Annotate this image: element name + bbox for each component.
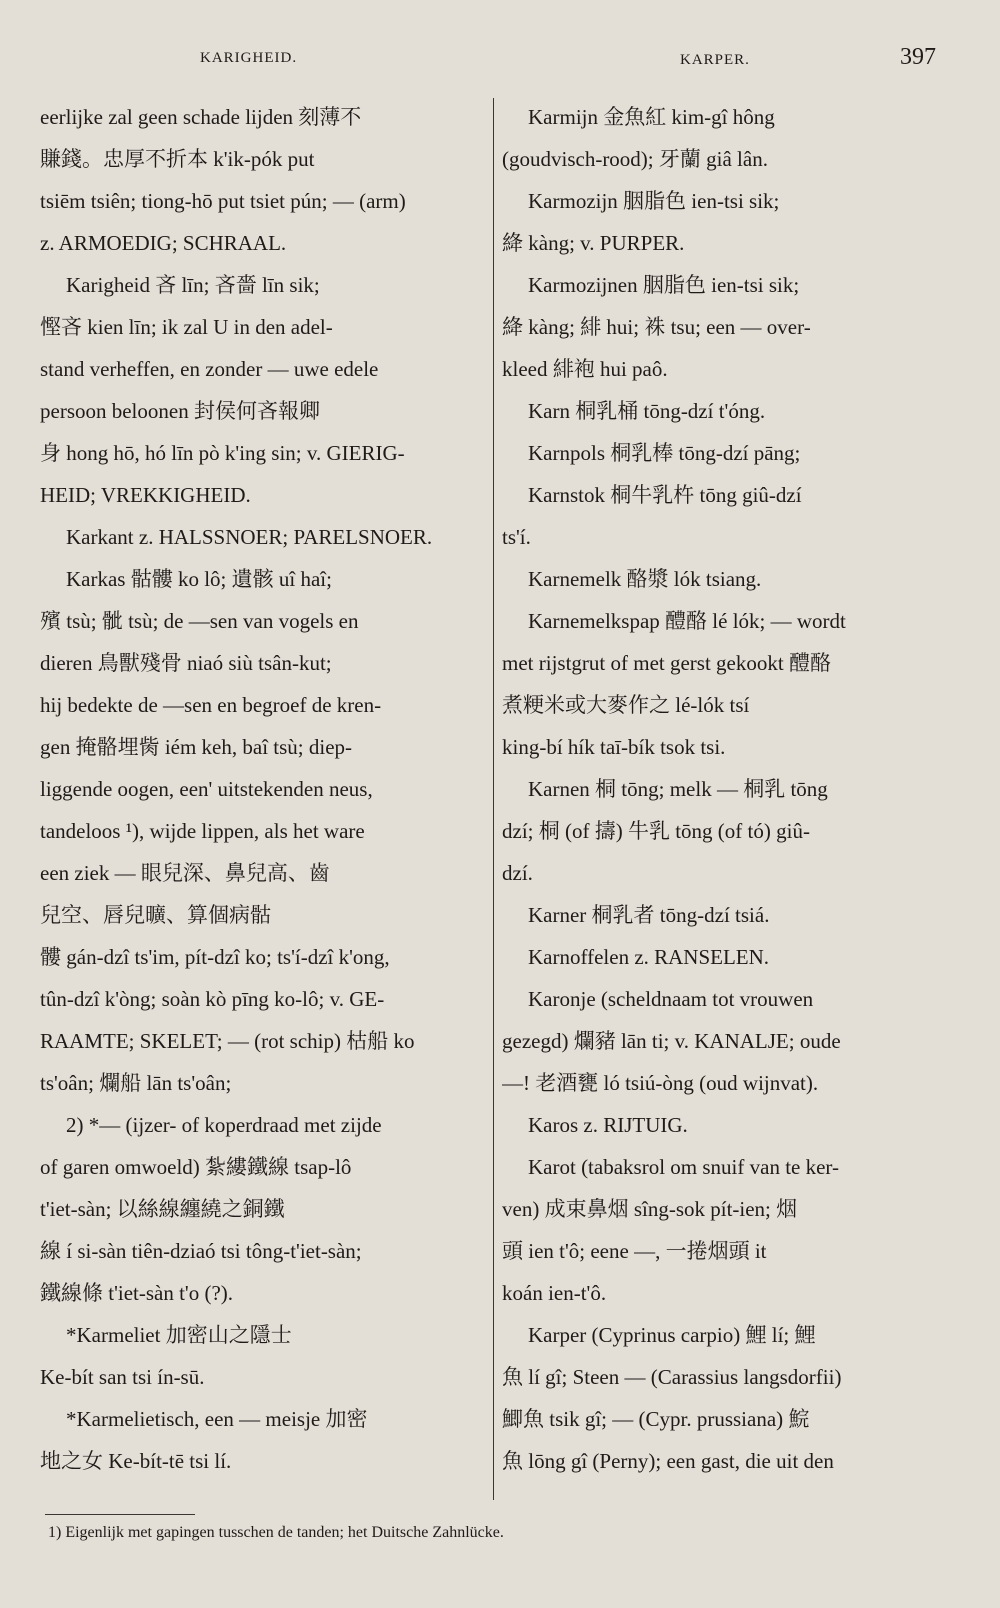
text-line: 絳 kàng; v. PURPER. <box>502 231 685 255</box>
text-line: 魚 lí gî; Steen — (Carassius langsdorfii) <box>502 1365 842 1389</box>
left-column <box>40 96 486 1482</box>
text-line: 鯽魚 tsik gî; — (Cypr. prussiana) 鯇 <box>502 1407 810 1431</box>
footnote-rule <box>45 1514 195 1515</box>
text-line: kleed 緋袍 hui paô. <box>502 357 668 381</box>
text-line: dieren 鳥獸殘骨 niaó siù tsân-kut; <box>40 651 332 675</box>
text-line: 頭 ien t'ô; eene —, 一捲烟頭 it <box>502 1239 767 1263</box>
entry-karmozijn: Karmozijn 胭脂色 ien-tsi sik; <box>528 189 780 213</box>
text-line: dzí. <box>502 861 533 885</box>
entry-karnpols: Karnpols 桐乳棒 tōng-dzí pāng; <box>528 441 801 465</box>
text-line: HEID; VREKKIGHEID. <box>40 483 251 507</box>
text-line: RAAMTE; SKELET; — (rot schip) 枯船 ko <box>40 1029 415 1053</box>
text-line: 身 hong hō, hó līn pò k'ing sin; v. GIERIG- <box>40 441 405 465</box>
text-line: ven) 成束鼻烟 sîng-sok pít-ien; 烟 <box>502 1197 798 1221</box>
entry-karmozijnen: Karmozijnen 胭脂色 ien-tsi sik; <box>528 273 800 297</box>
entry-karkant: Karkant z. HALSSNOER; PARELSNOER. <box>66 525 433 549</box>
entry-karnstok: Karnstok 桐牛乳杵 tōng giû-dzí <box>528 483 802 507</box>
text-line: 線 í si-sàn tiên-dziaó tsi tông-t'iet-sàn; <box>40 1239 362 1263</box>
column-divider <box>493 98 494 1500</box>
text-line: gen 掩骼埋胔 iém keh, baî tsù; diep- <box>40 735 353 759</box>
text-line: 殯 tsù; 骴 tsù; de —sen van vogels en <box>40 609 359 633</box>
entry-karos: Karos z. RIJTUIG. <box>528 1113 688 1137</box>
text-line: 地之女 Ke-bít-tē tsi lí. <box>40 1449 232 1473</box>
text-line: hij bedekte de —sen en begroef de kren- <box>40 693 382 717</box>
entry-karnen: Karnen 桐 tōng; melk — 桐乳 tōng <box>528 777 828 801</box>
right-column <box>502 96 948 1482</box>
entry-karner: Karner 桐乳者 tōng-dzí tsiá. <box>528 903 770 927</box>
page-header <box>40 44 940 74</box>
entry-karigheid: Karigheid 吝 līn; 吝嗇 līn sik; <box>66 273 320 297</box>
entry-karmijn: Karmijn 金魚紅 kim-gî hông <box>528 105 775 129</box>
text-line: king-bí hík taī-bík tsok tsi. <box>502 735 726 759</box>
text-line: 兒空、唇兒曠、算個病骷 <box>40 903 271 927</box>
entry-karnoffelen: Karnoffelen z. RANSELEN. <box>528 945 770 969</box>
entry-karn: Karn 桐乳桶 tōng-dzí t'óng. <box>528 399 766 423</box>
text-line: een ziek — 眼兒深、鼻兒高、齒 <box>40 861 330 885</box>
text-line: met rijstgrut of met gerst gekookt 醴酪 <box>502 651 831 675</box>
text-line: —! 老酒甕 ló tsiú-òng (oud wijnvat). <box>502 1071 819 1095</box>
running-head-center: KARPER. <box>680 52 750 68</box>
entry-karper: Karper (Cyprinus carpio) 鯉 lí; 鯉 <box>528 1323 816 1347</box>
text-line: Ke-bít san tsi ín-sū. <box>40 1365 205 1389</box>
text-line: of garen omwoeld) 紮縷鐵線 tsap-lô <box>40 1155 352 1179</box>
entry-karmelietisch: *Karmelietisch, een — meisje 加密 <box>66 1407 368 1431</box>
text-line: z. ARMOEDIG; SCHRAAL. <box>40 231 287 255</box>
text-line: dzí; 桐 (of 擣) 牛乳 tōng (of tó) giû- <box>502 819 810 843</box>
text-line: tsiēm tsiên; tiong-hō put tsiet pún; — (arm) <box>40 189 406 213</box>
text-line: tûn-dzî k'òng; soàn kò pīng ko-lô; v. GE- <box>40 987 385 1011</box>
text-line: 魚 lōng gî (Perny); een gast, die uit den <box>502 1449 834 1473</box>
text-line: t'iet-sàn; 以絲線纏繞之銅鐵 <box>40 1197 285 1221</box>
text-line: 絳 kàng; 緋 hui; 袾 tsu; een — over- <box>502 315 811 339</box>
entry-karnemelk: Karnemelk 酪漿 lók tsiang. <box>528 567 762 591</box>
page-number: 397 <box>900 44 936 70</box>
text-line: 鐵線條 t'iet-sàn t'o (?). <box>40 1281 234 1305</box>
text-line: eerlijke zal geen schade lijden 刻薄不 <box>40 105 362 129</box>
text-line: 慳吝 kien līn; ik zal U in den adel- <box>40 315 333 339</box>
text-line: 賺錢。忠厚不折本 k'ik-pók put <box>40 147 315 171</box>
text-line: 髏 gán-dzî ts'im, pít-dzî ko; ts'í-dzî k'ong, <box>40 945 390 969</box>
running-head-left: KARIGHEID. <box>200 50 298 66</box>
text-line: (goudvisch-rood); 牙蘭 giâ lân. <box>502 147 768 171</box>
text-line: koán ien-t'ô. <box>502 1281 607 1305</box>
text-line: 煮粳米或大麥作之 lé-lók tsí <box>502 693 750 717</box>
entry-karmeliet: *Karmeliet 加密山之隱士 <box>66 1323 292 1347</box>
text-line: ts'í. <box>502 525 531 549</box>
text-line: liggende oogen, een' uitstekenden neus, <box>40 777 373 801</box>
entry-karot: Karot (tabaksrol om snuif van te ker- <box>528 1155 839 1179</box>
text-line: tandeloos ¹), wijde lippen, als het ware <box>40 819 365 843</box>
entry-karkas: Karkas 骷髏 ko lô; 遺骸 uî haî; <box>66 567 332 591</box>
entry-karonje: Karonje (scheldnaam tot vrouwen <box>528 987 814 1011</box>
text-line: persoon beloonen 封侯何吝報卿 <box>40 399 320 423</box>
text-line: ts'oân; 爛船 lān ts'oân; <box>40 1071 232 1095</box>
text-line: stand verheffen, en zonder — uwe edele <box>40 357 379 381</box>
entry-karnemelkspap: Karnemelkspap 醴酪 lé lók; — wordt <box>528 609 846 633</box>
text-line: 2) *— (ijzer- of koperdraad met zijde <box>66 1113 382 1137</box>
text-line: gezegd) 爛豬 lān ti; v. KANALJE; oude <box>502 1029 841 1053</box>
footnote: 1) Eigenlijk met gapingen tusschen de tanden; het Duitsche Zahnlücke. <box>48 1524 504 1541</box>
